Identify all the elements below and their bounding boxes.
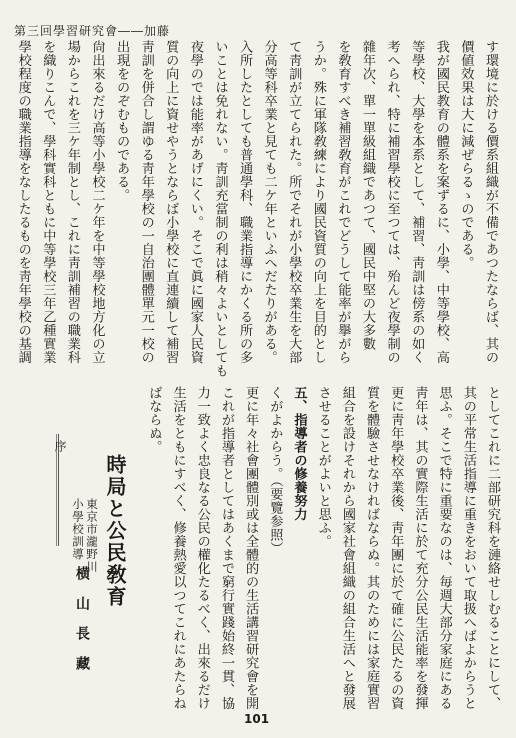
main-text-bottom-right xyxy=(146,386,504,710)
text-column: 更に年々社會團體別或は全體的の生活講習研究會を開 xyxy=(243,386,259,710)
text-column: くがよからう。（要覽参照） xyxy=(267,386,283,555)
text-column: 價値效果は大に減ぜらるゝのである。 xyxy=(458,40,474,270)
text-column: 力一致よく忠良なる公民の權化たるべく、出來るだけ xyxy=(194,386,210,710)
text-column: 組合を設けそれから國家社會組織の組合生活へと發展 xyxy=(339,386,355,710)
text-column: としてこれに二部研究科を漣絡せしむることにして、 xyxy=(485,386,500,710)
text-column: 我が國民教育の體系を案ずるに、小學、中等學校、高 xyxy=(433,40,449,364)
page-number: 101 xyxy=(244,712,270,726)
preface-label: 序 xyxy=(53,440,67,453)
text-column: 其の平常生活指導に重きをおいて取扱へばよからうと xyxy=(460,386,476,710)
author-name: 横山長藏 xyxy=(74,566,90,686)
text-column: 等學校、大學を本系として、補習、靑訓は傍系の如く xyxy=(409,40,425,364)
text-column: 學校程度の職業指導をなしたるものを靑年學校の基調 xyxy=(15,40,31,364)
text-column: 入所したとしても普通學科、職業指導にかくる所の多 xyxy=(237,40,253,364)
text-column: させることがよいと思ふ。 xyxy=(315,386,331,548)
text-column: 雜年次、單一單級組織であつて、國民中堅の大多數 xyxy=(360,40,376,351)
text-column: うか。殊に軍隊敎練により國民資質の向上を目的とし xyxy=(310,40,326,364)
text-column: 尙出來るだけ高等小學校二ケ年を中等學校地方化の立 xyxy=(89,40,105,364)
text-column: 靑訓を併合し謂ゆる靑年學校の一自治團體單元一校の xyxy=(138,40,154,364)
text-column: 五、指導者の修養努力 xyxy=(291,386,307,521)
text-column: 更に靑年學校卒業後、靑年團に於て確に公民たるの資 xyxy=(388,386,404,710)
text-column: 場からこれを三ケ年制とし、これに靑訓補習の職業科 xyxy=(64,40,80,364)
text-column: 質の向上に資せやうとならば小學校に直連續して補習 xyxy=(163,40,179,364)
text-column: 靑年は、其の實際生活に於て充分公民生活能率を發揮 xyxy=(412,386,428,710)
author-affiliation-line1: 東京市瀧野川 xyxy=(85,498,99,573)
text-column: 夜學のでは能率があげにくい。そこで眞に國家人民資 xyxy=(187,40,203,364)
text-column: 質を體驗させなければならぬ。其のためには家庭實習 xyxy=(364,386,380,710)
author-affiliation-line2: 小學校訓導 xyxy=(71,498,85,561)
running-header: 第三回學習研究會――加藤 xyxy=(14,24,171,38)
text-column: 考へられ、特に補習學校に至つては、殆んど夜學制の xyxy=(384,40,400,364)
main-text-top xyxy=(10,40,502,382)
text-column: を織りこんで、學科實科ともに中等學校三年乙種實業 xyxy=(40,40,56,364)
text-column: 思ふ。そこで特に重要なのは、毎週大部分家庭にある xyxy=(436,386,452,710)
text-column: て靑訓が立てられた。所でそれが小學校卒業生を大部 xyxy=(286,40,302,364)
text-column: 出現をのぞむものである。 xyxy=(114,40,130,202)
text-column: 分高等科卒業と見ても二ケ年といふへだたりがある。 xyxy=(261,40,277,364)
text-column: 生活をともにすべく、修養熱愛以つてこれにあたらね xyxy=(170,386,186,710)
text-column: す環境に於ける價系組織が不備であつたならば、其の xyxy=(483,40,498,364)
essay-title: 時局と公民敎育 xyxy=(103,454,127,608)
text-column: これが指導者としてはあくまで窮行實踐始終一貫、協 xyxy=(218,386,234,710)
text-column: を敎育すべき補習敎育がこれでどうして能率が擧がら xyxy=(335,40,351,364)
text-column: ばならぬ。 xyxy=(146,386,162,454)
text-column: いことは免れない。靑訓充當制の利は稍々よいとしても xyxy=(212,40,228,378)
